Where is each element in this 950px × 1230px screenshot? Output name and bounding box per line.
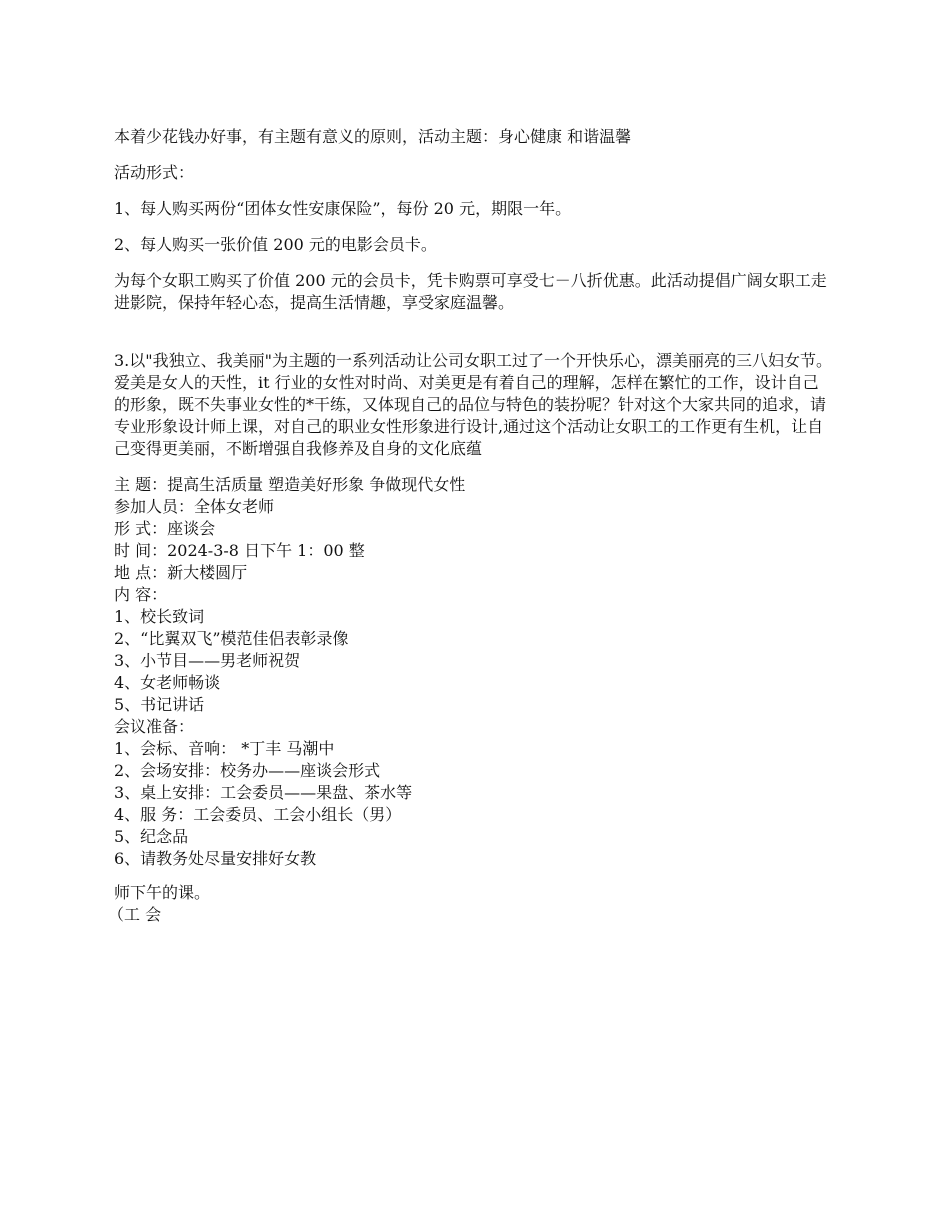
detail-line: 4、服 务：工会委员、工会小组长（男） — [114, 805, 402, 824]
detail-line: 地 点：新大楼圆厅 — [114, 563, 248, 582]
detail-line: 2、会场安排：校务办——座谈会形式 — [114, 761, 381, 780]
detail-line: 形 式：座谈会 — [114, 519, 216, 538]
detail-line: 2、“比翼双飞”模范佳侣表彰录像 — [114, 629, 349, 648]
detail-line: 主 题：提高生活质量 塑造美好形象 争做现代女性 — [114, 475, 466, 494]
list-item: 1、每人购买两份“团体女性安康保险”，每份 20 元，期限一年。 — [114, 199, 572, 218]
meeting-details — [114, 474, 834, 870]
detail-line: 4、女老师畅谈 — [114, 673, 221, 692]
document-body — [108, 126, 834, 926]
theme-paragraph: 本着少花钱办好事，有主题有意义的原则，活动主题：身心健康 和谐温馨 — [114, 127, 632, 146]
list-item: 2、每人购买一张价值 200 元的电影会员卡。 — [114, 235, 437, 254]
beauty-activity-paragraph: 3.以"我独立、我美丽"为主题的一系列活动让公司女职工过了一个开快乐心，漂美丽亮的三八妇女节。 爱美是女人的天性，it 行业的女性对时尚、对美更是有着自己的理解，怎样在繁忙的工作，设计自己的形象，既不失事业女性的*干练，又体现自己的品位与特色的装扮呢？针对这个大家共同的追求，请专业形象设计师上课，对自己的职业女性形象进行设计,通过这个活动让女职工的工作更有生机，让自己变得更美丽，不断增强自我修养及自身的文化底蕴 — [114, 351, 832, 458]
detail-line: 6、请教务处尽量安排好女教 — [114, 849, 317, 868]
detail-line: 参加人员：全体女老师 — [114, 497, 275, 516]
detail-line: 内 容： — [114, 585, 168, 604]
signature-line: （工 会 — [108, 905, 162, 924]
detail-line: 会议准备： — [114, 717, 195, 736]
membership-card-paragraph: 为每个女职工购买了价值 200 元的会员卡，凭卡购票可享受七－八折优惠。此活动提倡广阔女职工走进影院，保持年轻心态，提高生活情趣，享受家庭温馨。 — [114, 271, 827, 312]
detail-line: 1、校长致词 — [114, 607, 205, 626]
detail-line: 时 间：2024-3-8 日下午 1：00 整 — [114, 541, 365, 560]
detail-line: 5、书记讲话 — [114, 695, 205, 714]
detail-line: 5、纪念品 — [114, 827, 189, 846]
spacer — [114, 328, 834, 350]
tail-line: 师下午的课。 — [114, 883, 211, 902]
detail-line: 3、小节目——男老师祝贺 — [114, 651, 301, 670]
detail-line: 1、会标、音响： *丁丰 马潮中 — [114, 739, 335, 758]
activity-form-heading: 活动形式： — [114, 163, 195, 182]
detail-line: 3、桌上安排：工会委员——果盘、茶水等 — [114, 783, 413, 802]
